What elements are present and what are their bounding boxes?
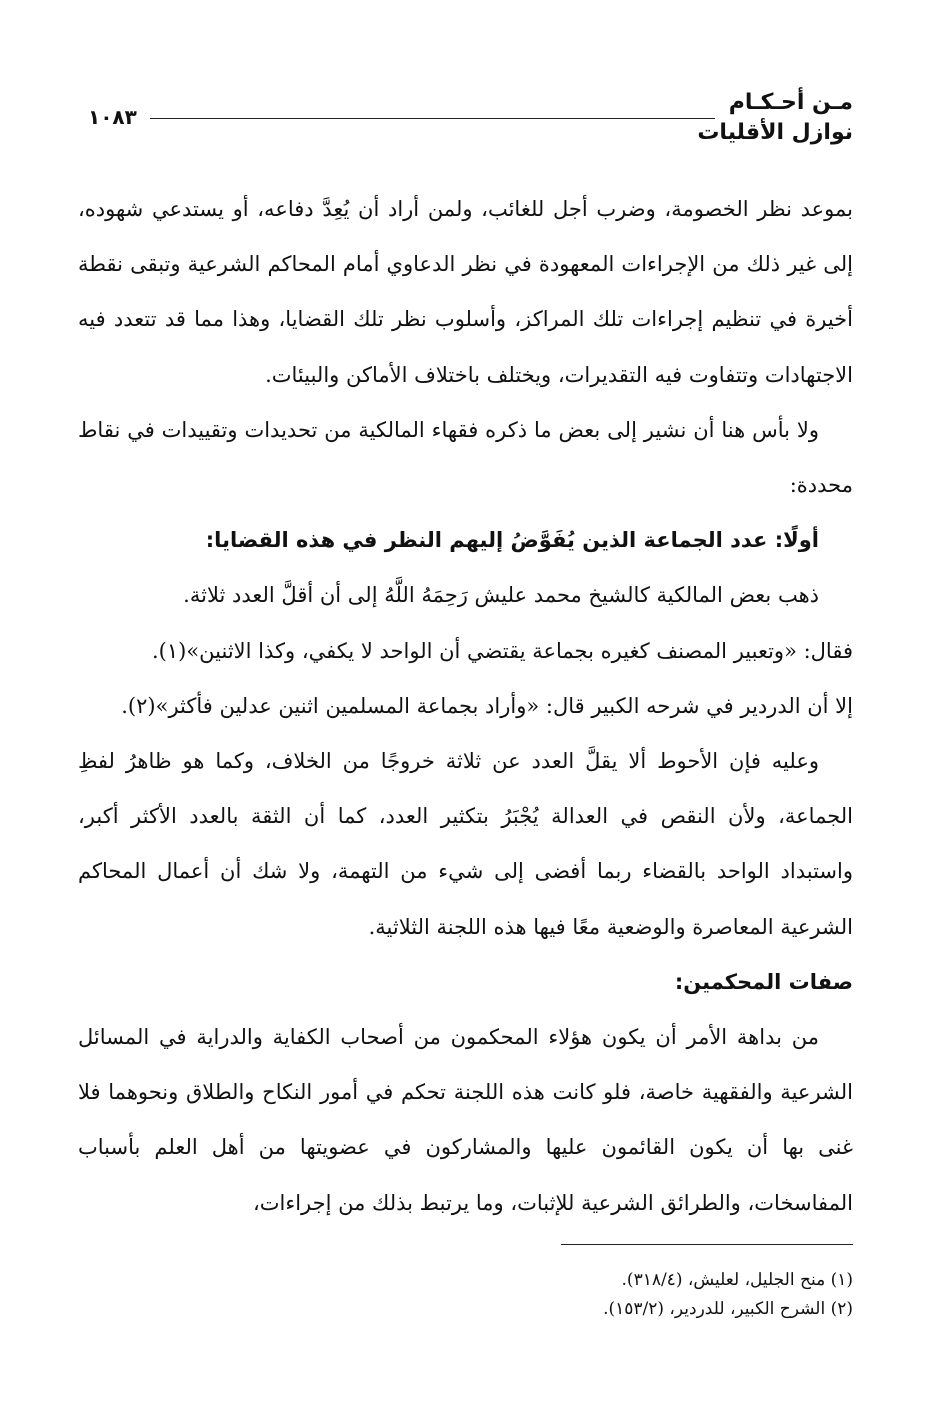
paragraph-7: من بداهة الأمر أن يكون هؤلاء المحكمون من أصحاب الكفاية والدراية في المسائل الشرعية والفقهية خاصة، فلو كانت هذه اللجنة تحكم في أمور النكاح والطلاق ونحوهما فلا غنى بها أن يكون القائمون عليها والمشاركون في عضويتها من أهل العلم بأسباب المفاسخات، والطرائق الشرعية للإثبات، وما يرتبط بذلك من إجراءات، <box>78 1025 853 1215</box>
paragraph-3: ذهب بعض المالكية كالشيخ محمد عليش رَحِمَهُ اللَّهُ إلى أن أقلَّ العدد ثلاثة. <box>183 583 819 608</box>
section-heading-qualities: صفات المحكمين: <box>674 969 853 994</box>
section-heading-count: أولًا: عدد الجماعة الذين يُفَوَّضُ إليهم النظر في هذه القضايا: <box>205 528 819 553</box>
book-title <box>697 88 853 148</box>
main-text <box>78 182 853 1231</box>
book-title-line-2: نوازل الأقليات <box>697 120 853 145</box>
paragraph-6: وعليه فإن الأحوط ألا يقلَّ العدد عن ثلاثة خروجًا من الخلاف، وكما هو ظاهرُ لفظِ الجماعة، ولأن النقص في العدالة يُجْبَرُ بتكثير العدد، كما أن الثقة بالعدد الأكثر أكبر، واستبداد الواحد بالقضاء ربما أفضى إلى شيء من التهمة، ولا شك أن أعمال المحاكم الشرعية المعاصرة والوضعية معًا فيها هذه اللجنة الثلاثية. <box>78 749 853 939</box>
paragraph-5: إلا أن الدردير في شرحه الكبير قال: «وأراد بجماعة المسلمين اثنين عدلين فأكثر»(٢). <box>121 693 853 718</box>
footnotes <box>300 1266 853 1324</box>
book-title-line-1: مـن أحـكـام <box>728 90 853 115</box>
paragraph-2: ولا بأس هنا أن نشير إلى بعض ما ذكره فقهاء المالكية من تحديدات وتقييدات في نقاط محددة: <box>78 417 853 498</box>
running-header <box>88 88 853 158</box>
page-number: ١٠٨٣ <box>88 105 137 129</box>
footnote-1: (١) منح الجليل، لعليش، (٣١٨/٤). <box>621 1270 853 1290</box>
footnote-separator <box>561 1244 853 1245</box>
paragraph-4: فقال: «وتعبير المصنف كغيره بجماعة يقتضي أن الواحد لا يكفي، وكذا الاثنين»(١). <box>151 638 853 663</box>
footnote-2: (٢) الشرح الكبير، للدردير، (١٥٣/٢). <box>603 1299 853 1319</box>
header-rule <box>150 118 715 119</box>
paragraph-1: بموعد نظر الخصومة، وضرب أجل للغائب، ولمن أراد أن يُعِدَّ دفاعه، أو يستدعي شهوده، إلى غير ذلك من الإجراءات المعهودة في نظر الدعاوي أمام المحاكم الشرعية وتبقى نقطة أخيرة في تنظيم إجراءات تلك المراكز، وأسلوب نظر تلك القضايا، وهذا مما قد تتعدد فيه الاجتهادات وتتفاوت فيه التقديرات، ويختلف باختلاف الأماكن والبيئات. <box>78 197 853 387</box>
